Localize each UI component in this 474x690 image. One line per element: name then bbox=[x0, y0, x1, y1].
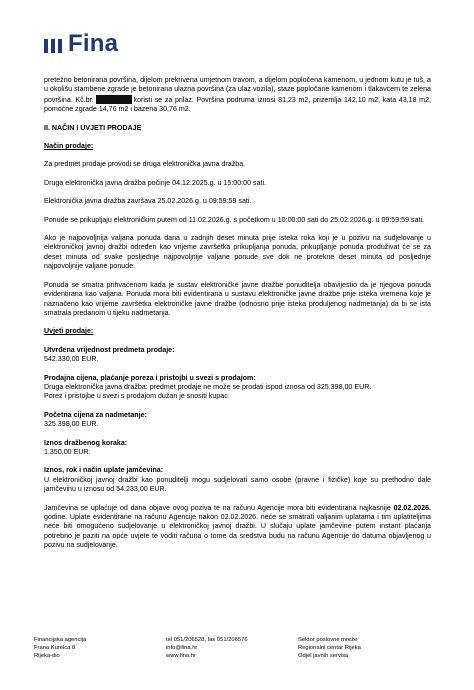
footer-region: Regionalni centar Rijeka bbox=[298, 645, 361, 651]
nacin-p3: Elektronička javna dražba završava 25.02.2026.g. u 09:59:59 sati. bbox=[44, 197, 252, 206]
footer-col-address bbox=[34, 636, 86, 660]
nacin-p1: Za predmet prodaje provodi se druga elektronička javna dražba. bbox=[44, 160, 246, 169]
uplata-part1: Jamčevina se uplaćuje od dana objave ovog poziva te na računu Agencije mora biti evidentirana najkasnije bbox=[44, 503, 391, 512]
fina-logo bbox=[44, 30, 118, 56]
footer-phone: tel 051/206528, fax 051/206576 bbox=[166, 637, 248, 643]
nacin-heading: Način prodaje: bbox=[44, 142, 94, 151]
cijena-block bbox=[44, 374, 431, 402]
vrijednost-value: 542.330,00 EUR. bbox=[44, 355, 99, 364]
section-title: II. NAČIN I UVJETI PRODAJE bbox=[44, 123, 142, 132]
nacin-p4: Ponude se prikupljaju elektroničkim putem od 11.02.2026.g. s početkom u 10:00:00 sati do 25.02.2026.g. u 09:59:59 sati. bbox=[44, 215, 425, 224]
cijena-line1: Druga elektronička javna dražba: predmet prodaje ne može se prodati ispod iznosa od 325.398,00 EUR. bbox=[44, 382, 372, 391]
uplata-date: 02.02.2026. bbox=[393, 503, 431, 512]
nacin-p5: Ako je najpovoljnija valjana ponuda dana u zadnjih deset minuta prije isteka roka koji je u pozivu na sudjelovanje u elektroničkoj javnoj dražbi određen kao vrijeme završetka prikupljanja ponuda, prikupljanje ponuda produživat će se za deset minuta od svake posljednje najpovoljnije valjane ponude sve dok ne protekne deset minuta od posljednje najpovoljnije valjane ponude. bbox=[44, 234, 431, 271]
document-body bbox=[44, 76, 431, 560]
intro-part1: pretežno betonirana površina, dijelom prekrivena umjetnom travom, a dijelom popločena kamenom, u jednom kutu je tuš, a u okolišu stambene zgrade je betonirana ulazna površina (za ulaz vozila), staze popločane kamenom i tlakavcem te zelena površina. Kč.br. bbox=[44, 76, 431, 104]
intro-paragraph bbox=[44, 76, 431, 115]
cijena-line2: Porez i pristojbe u svezi s prodajom dužan je snositi kupac bbox=[44, 392, 228, 401]
jamcevina-text: U elektroničkoj javnoj dražbi kao ponuditelji mogu sudjelovati samo osobe (pravne i fizičke) koje su prethodno dale jamčevinu u iznosu od 54.233,00 EUR. bbox=[44, 475, 431, 494]
vrijednost-label: Utvrđena vrijednost predmeta prodaje: bbox=[44, 345, 175, 354]
redaction-block bbox=[96, 95, 132, 104]
footer-email: info@fina.hr bbox=[166, 645, 198, 651]
footer-sector: Sektor poslovne mreže bbox=[298, 637, 358, 643]
footer-city: Rijeka-dio bbox=[34, 653, 60, 659]
jamcevina-block bbox=[44, 466, 431, 494]
footer-department: Odjel javnih servisa bbox=[298, 653, 349, 659]
footer-col-contact bbox=[166, 636, 248, 660]
footer-street: Frana Kurelca 8 bbox=[34, 645, 76, 651]
korak-block bbox=[44, 439, 431, 458]
footer-website: www.fina.hr bbox=[166, 653, 196, 659]
uplata-part2: godine. Uplate evidentirane na računu Agencije nakon 02.02.2026. neće se smatrati valjanim uplatama i tim uplatiteljima neće biti omogućeno sudjelovanje u elektroničkoj javnoj dražbi. U slučaju uplate jamčevine putem instant plaćanja potrebno je paziti na opće uvjete te voditi računa o tome da sredstva budu na računu Agencije do datuma objavljenog u pozivu na sudjelovanje. bbox=[44, 513, 431, 550]
logo-bars-icon bbox=[44, 39, 62, 53]
pocetna-label: Početna cijena za nadmetanje: bbox=[44, 410, 147, 419]
korak-label: Iznos dražbenog koraka: bbox=[44, 438, 128, 447]
uplata-paragraph bbox=[44, 504, 431, 551]
nacin-p2: Druga elektronička javna dražba počinje 04.12.2025.g. u 15:00:00 sati. bbox=[44, 178, 267, 187]
pocetna-value: 325.398,00 EUR. bbox=[44, 420, 99, 429]
logo-text: Fina bbox=[68, 30, 119, 57]
nacin-p6: Ponuda se smatra prihvaćenom kada je sustav elektroničke javne dražbe ponuditelja obavijestio da je njegova ponuda evidentirana kao valjana. Ponuda mora biti evidentirana u sustavu elektroničke javne dražbe prije isteka vremena koje je naznačeno kao vrijeme završetka elektroničke javne dražbe (odnosno prije isteka produljenog nadmetanja) da bi se ista smatrala predanom u tijeku nadmetanja. bbox=[44, 280, 431, 317]
pocetna-block bbox=[44, 411, 431, 430]
uvjeti-heading: Uvjeti prodaje: bbox=[44, 327, 94, 336]
korak-value: 1.350,00 EUR. bbox=[44, 447, 91, 456]
cijena-label: Prodajna cijena, plaćanje poreza i pristojbi u svezi s prodajom: bbox=[44, 373, 256, 382]
intro-part2: koristi se za prilaz. Površina podruma iznosi 81,23 m2, prizemlja 142,10 m2, kata 43,18 m2, pomoćne zgrade 14,76 m2 i bazena 30,76 m2. bbox=[44, 95, 432, 114]
vrijednost-block bbox=[44, 346, 431, 365]
jamcevina-label: Iznos, rok i način uplate jamčevina: bbox=[44, 466, 164, 475]
footer-col-unit bbox=[298, 636, 361, 660]
footer-org: Financijska agencija bbox=[34, 637, 87, 643]
